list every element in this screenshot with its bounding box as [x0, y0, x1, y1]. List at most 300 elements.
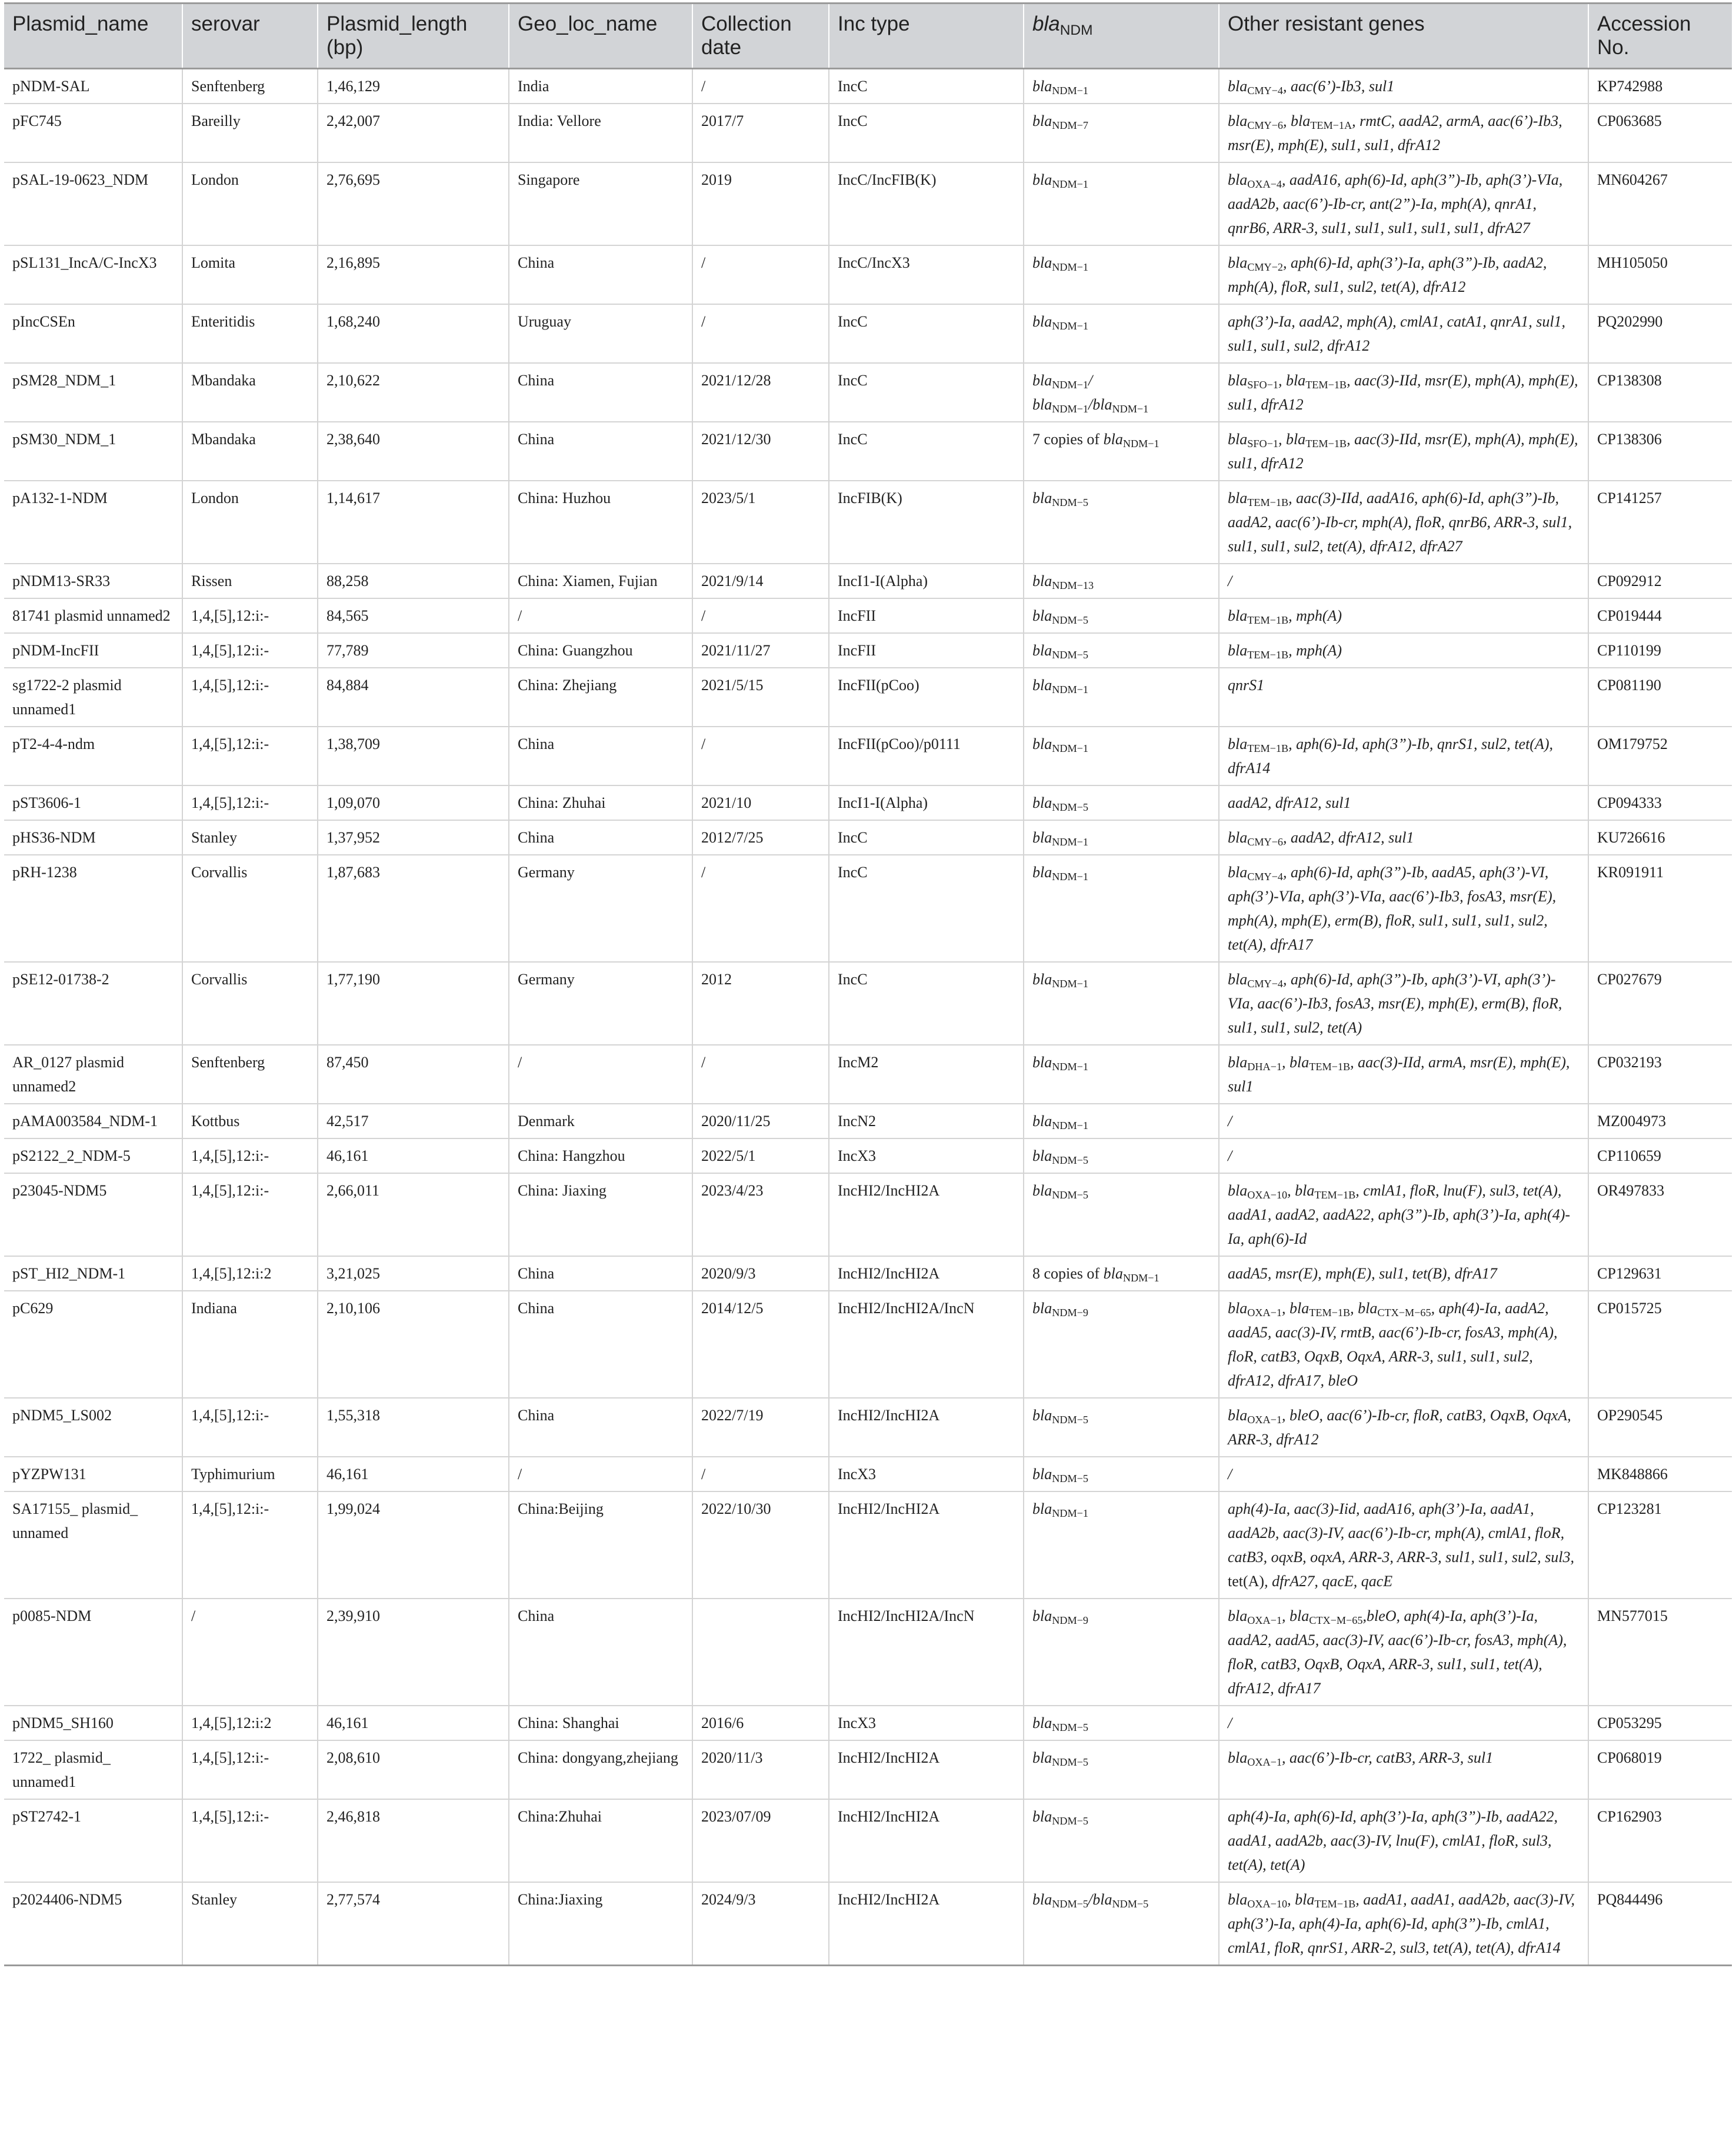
cell-accession: CP110199 — [1588, 633, 1732, 668]
cell-accession: CP141257 — [1588, 481, 1732, 564]
cell-geo-loc: China: Guangzhou — [509, 633, 692, 668]
cell-serovar: Kottbus — [182, 1104, 318, 1138]
cell-other-genes: bla$_{TEM-1B}$, mph(A) — [1219, 633, 1588, 668]
table-row — [4, 1138, 1732, 1173]
cell-other-genes: bla$_{TEM-1B}$, mph(A) — [1219, 598, 1588, 633]
cell-collection-date: 2020/9/3 — [692, 1256, 829, 1291]
cell-bla-ndm: bla$_{NDM-1}$ — [1024, 962, 1219, 1045]
cell-plasmid-name: SA17155_ plasmid_ unnamed — [4, 1491, 182, 1599]
cell-plasmid-length: 1,55,318 — [318, 1398, 509, 1457]
cell-other-genes: / — [1219, 1706, 1588, 1740]
cell-collection-date: 2021/12/28 — [692, 363, 829, 422]
cell-inc-type: IncI1-I(Alpha) — [829, 785, 1024, 820]
cell-plasmid-name: p0085-NDM — [4, 1599, 182, 1706]
cell-accession: KU726616 — [1588, 820, 1732, 855]
cell-accession: CP092912 — [1588, 564, 1732, 598]
cell-geo-loc: China: Zhejiang — [509, 668, 692, 727]
cell-collection-date: 2022/5/1 — [692, 1138, 829, 1173]
cell-geo-loc: Singapore — [509, 162, 692, 245]
cell-plasmid-name: pS2122_2_NDM-5 — [4, 1138, 182, 1173]
cell-serovar: Stanley — [182, 1882, 318, 1966]
cell-accession: OR497833 — [1588, 1173, 1732, 1256]
cell-plasmid-name: pNDM13-SR33 — [4, 564, 182, 598]
cell-plasmid-length: 87,450 — [318, 1045, 509, 1104]
cell-plasmid-name: pSL131_IncA/C-IncX3 — [4, 245, 182, 304]
cell-plasmid-name: pC629 — [4, 1291, 182, 1398]
cell-plasmid-length: 88,258 — [318, 564, 509, 598]
table-row — [4, 245, 1732, 304]
cell-inc-type: IncC — [829, 304, 1024, 363]
cell-accession: CP110659 — [1588, 1138, 1732, 1173]
cell-geo-loc: Uruguay — [509, 304, 692, 363]
cell-inc-type: IncHI2/IncHI2A — [829, 1740, 1024, 1799]
cell-other-genes: bla$_{CMY-4}$, aac(6’)-Ib3, sul1 — [1219, 69, 1588, 104]
cell-plasmid-name: pST2742-1 — [4, 1799, 182, 1882]
cell-serovar: 1,4,[5],12:i:2 — [182, 1706, 318, 1740]
cell-plasmid-length: 3,21,025 — [318, 1256, 509, 1291]
cell-bla-ndm: bla$_{NDM-5}$ — [1024, 1398, 1219, 1457]
cell-accession: CP027679 — [1588, 962, 1732, 1045]
cell-other-genes: bla$_{TEM-1B}$, aph(6)-Id, aph(3”)-Ib, qnrS1, sul2, tet(A), dfrA14 — [1219, 727, 1588, 785]
cell-other-genes: bla$_{CMY-6}$, aadA2, dfrA12, sul1 — [1219, 820, 1588, 855]
cell-plasmid-name: pHS36-NDM — [4, 820, 182, 855]
cell-inc-type: IncC — [829, 104, 1024, 162]
cell-serovar: London — [182, 481, 318, 564]
cell-inc-type: IncC/IncX3 — [829, 245, 1024, 304]
cell-plasmid-length: 46,161 — [318, 1706, 509, 1740]
cell-geo-loc: China — [509, 1398, 692, 1457]
cell-plasmid-length: 1,68,240 — [318, 304, 509, 363]
plasmid-table — [4, 2, 1732, 1966]
cell-bla-ndm: bla$_{NDM-5}$ — [1024, 1740, 1219, 1799]
cell-collection-date: 2020/11/3 — [692, 1740, 829, 1799]
cell-other-genes: bla$_{OXA-1}$, bleO, aac(6’)-Ib-cr, floR, catB3, OqxB, OqxA, ARR-3, dfrA12 — [1219, 1398, 1588, 1457]
cell-bla-ndm: bla$_{NDM-13}$ — [1024, 564, 1219, 598]
cell-plasmid-name: pIncCSEn — [4, 304, 182, 363]
cell-plasmid-length: 46,161 — [318, 1457, 509, 1491]
table-row — [4, 1398, 1732, 1457]
cell-bla-ndm: bla$_{NDM-1}$ — [1024, 1045, 1219, 1104]
cell-accession: MN577015 — [1588, 1599, 1732, 1706]
cell-other-genes: bla$_{OXA-1}$, bla$_{CTX-M-65}$,bleO, aph(4)-Ia, aph(3’)-Ia, aadA2, aadA5, aac(3)-IV, aac(6’)-Ib-cr, fosA3, mph(A), floR, catB3, OqxB, OqxA, ARR-3, sul1, sul1, tet(A), dfrA12, dfrA17 — [1219, 1599, 1588, 1706]
cell-inc-type: IncFII(pCoo) — [829, 668, 1024, 727]
cell-accession: CP129631 — [1588, 1256, 1732, 1291]
cell-bla-ndm: bla$_{NDM-5}$ — [1024, 1706, 1219, 1740]
cell-plasmid-name: pA132-1-NDM — [4, 481, 182, 564]
cell-serovar: 1,4,[5],12:i:- — [182, 727, 318, 785]
cell-collection-date — [692, 1599, 829, 1706]
cell-bla-ndm: bla$_{NDM-1}$ — [1024, 855, 1219, 962]
cell-bla-ndm: bla$_{NDM-5}$ — [1024, 481, 1219, 564]
table-row — [4, 564, 1732, 598]
cell-accession: KP742988 — [1588, 69, 1732, 104]
cell-geo-loc: India: Vellore — [509, 104, 692, 162]
cell-collection-date: 2017/7 — [692, 104, 829, 162]
cell-geo-loc: / — [509, 1457, 692, 1491]
col-collection-date: Collection date — [692, 4, 829, 69]
cell-bla-ndm: bla$_{NDM-5}$ — [1024, 633, 1219, 668]
cell-plasmid-length: 2,10,106 — [318, 1291, 509, 1398]
cell-other-genes: bla$_{CMY-4}$, aph(6)-Id, aph(3”)-Ib, aph(3’)-VI, aph(3’)-VIa, aac(6’)-Ib3, fosA3, msr(E), mph(E), erm(B), floR, sul1, sul1, sul2, tet(A) — [1219, 962, 1588, 1045]
cell-inc-type: IncC — [829, 363, 1024, 422]
cell-other-genes: / — [1219, 1104, 1588, 1138]
cell-plasmid-name: pNDM-IncFII — [4, 633, 182, 668]
cell-collection-date: 2020/11/25 — [692, 1104, 829, 1138]
cell-plasmid-length: 2,10,622 — [318, 363, 509, 422]
cell-inc-type: IncN2 — [829, 1104, 1024, 1138]
cell-accession: MH105050 — [1588, 245, 1732, 304]
cell-plasmid-length: 2,08,610 — [318, 1740, 509, 1799]
cell-accession: PQ202990 — [1588, 304, 1732, 363]
col-accession: Accession No. — [1588, 4, 1732, 69]
cell-serovar: Rissen — [182, 564, 318, 598]
cell-geo-loc: China — [509, 820, 692, 855]
cell-bla-ndm: bla$_{NDM-5}$/bla$_{NDM-5}$ — [1024, 1882, 1219, 1966]
cell-plasmid-length: 46,161 — [318, 1138, 509, 1173]
cell-other-genes: bla$_{CMY-2}$, aph(6)-Id, aph(3’)-Ia, aph(3”)-Ib, aadA2, mph(A), floR, sul1, sul2, tet(A), dfrA12 — [1219, 245, 1588, 304]
cell-plasmid-name: pYZPW131 — [4, 1457, 182, 1491]
cell-bla-ndm: 7 copies of bla$_{NDM-1}$ — [1024, 422, 1219, 481]
cell-collection-date: / — [692, 598, 829, 633]
cell-geo-loc: China: Xiamen, Fujian — [509, 564, 692, 598]
cell-serovar: Senftenberg — [182, 1045, 318, 1104]
cell-bla-ndm: bla$_{NDM-5}$ — [1024, 1799, 1219, 1882]
table-row — [4, 727, 1732, 785]
table-row — [4, 962, 1732, 1045]
cell-collection-date: / — [692, 855, 829, 962]
cell-serovar: Typhimurium — [182, 1457, 318, 1491]
cell-bla-ndm: bla$_{NDM-1}$ — [1024, 727, 1219, 785]
table-row — [4, 1599, 1732, 1706]
cell-serovar: 1,4,[5],12:i:- — [182, 1398, 318, 1457]
table-row — [4, 1291, 1732, 1398]
cell-collection-date: / — [692, 727, 829, 785]
cell-plasmid-length: 2,76,695 — [318, 162, 509, 245]
cell-geo-loc: China — [509, 422, 692, 481]
cell-plasmid-length: 2,66,011 — [318, 1173, 509, 1256]
cell-inc-type: IncHI2/IncHI2A — [829, 1491, 1024, 1599]
cell-accession: CP015725 — [1588, 1291, 1732, 1398]
cell-geo-loc: China: dongyang,zhejiang — [509, 1740, 692, 1799]
table-row — [4, 104, 1732, 162]
cell-inc-type: IncFII — [829, 598, 1024, 633]
table-row — [4, 1256, 1732, 1291]
cell-accession: CP138306 — [1588, 422, 1732, 481]
table-row — [4, 855, 1732, 962]
table-row — [4, 1882, 1732, 1966]
cell-accession: CP094333 — [1588, 785, 1732, 820]
cell-inc-type: IncHI2/IncHI2A — [829, 1398, 1024, 1457]
cell-collection-date: 2021/10 — [692, 785, 829, 820]
cell-collection-date: 2022/7/19 — [692, 1398, 829, 1457]
cell-plasmid-name: AR_0127 plasmid unnamed2 — [4, 1045, 182, 1104]
cell-collection-date: 2023/4/23 — [692, 1173, 829, 1256]
cell-plasmid-name: pST_HI2_NDM-1 — [4, 1256, 182, 1291]
cell-collection-date: 2022/10/30 — [692, 1491, 829, 1599]
cell-bla-ndm: bla$_{NDM-9}$ — [1024, 1599, 1219, 1706]
cell-bla-ndm: bla$_{NDM-5}$ — [1024, 1457, 1219, 1491]
cell-other-genes: aph(4)-Ia, aph(6)-Id, aph(3’)-Ia, aph(3”)-Ib, aadA22, aadA1, aadA2b, aac(3)-IV, lnu(F), cmlA1, floR, sul3, tet(A), tet(A) — [1219, 1799, 1588, 1882]
cell-inc-type: IncC — [829, 422, 1024, 481]
cell-serovar: 1,4,[5],12:i:- — [182, 1138, 318, 1173]
cell-plasmid-name: p2024406-NDM5 — [4, 1882, 182, 1966]
cell-plasmid-length: 77,789 — [318, 633, 509, 668]
cell-plasmid-name: pNDM-SAL — [4, 69, 182, 104]
cell-serovar: 1,4,[5],12:i:- — [182, 633, 318, 668]
cell-geo-loc: China: Huzhou — [509, 481, 692, 564]
cell-bla-ndm: bla$_{NDM-9}$ — [1024, 1291, 1219, 1398]
cell-inc-type: IncFIB(K) — [829, 481, 1024, 564]
cell-geo-loc: China — [509, 1256, 692, 1291]
cell-serovar: Mbandaka — [182, 422, 318, 481]
table-row — [4, 1457, 1732, 1491]
cell-inc-type: IncHI2/IncHI2A — [829, 1799, 1024, 1882]
cell-geo-loc: China — [509, 245, 692, 304]
cell-inc-type: IncC — [829, 69, 1024, 104]
cell-accession: CP053295 — [1588, 1706, 1732, 1740]
cell-other-genes: bla$_{SFO-1}$, bla$_{TEM-1B}$, aac(3)-IId, msr(E), mph(A), mph(E), sul1, dfrA12 — [1219, 363, 1588, 422]
col-geo-loc-name: Geo_loc_name — [509, 4, 692, 69]
cell-inc-type: IncFII(pCoo)/p0111 — [829, 727, 1024, 785]
cell-geo-loc: China — [509, 727, 692, 785]
cell-plasmid-length: 2,38,640 — [318, 422, 509, 481]
cell-serovar: 1,4,[5],12:i:- — [182, 668, 318, 727]
cell-other-genes: / — [1219, 1138, 1588, 1173]
cell-inc-type: IncHI2/IncHI2A — [829, 1882, 1024, 1966]
col-serovar: serovar — [182, 4, 318, 69]
cell-plasmid-name: pST3606-1 — [4, 785, 182, 820]
cell-collection-date: 2021/12/30 — [692, 422, 829, 481]
cell-accession: OP290545 — [1588, 1398, 1732, 1457]
cell-serovar: Corvallis — [182, 855, 318, 962]
cell-geo-loc: China — [509, 363, 692, 422]
cell-collection-date: 2012 — [692, 962, 829, 1045]
cell-geo-loc: / — [509, 598, 692, 633]
cell-serovar: 1,4,[5],12:i:- — [182, 598, 318, 633]
cell-serovar: 1,4,[5],12:i:- — [182, 1740, 318, 1799]
cell-collection-date: / — [692, 69, 829, 104]
cell-bla-ndm: bla$_{NDM-5}$ — [1024, 785, 1219, 820]
cell-bla-ndm: bla$_{NDM-7}$ — [1024, 104, 1219, 162]
cell-plasmid-name: p23045-NDM5 — [4, 1173, 182, 1256]
cell-geo-loc: China: Shanghai — [509, 1706, 692, 1740]
cell-plasmid-name: sg1722-2 plasmid unnamed1 — [4, 668, 182, 727]
cell-plasmid-name: pSM30_NDM_1 — [4, 422, 182, 481]
cell-plasmid-length: 1,37,952 — [318, 820, 509, 855]
table-row — [4, 820, 1732, 855]
cell-geo-loc: China — [509, 1599, 692, 1706]
cell-geo-loc: China: Jiaxing — [509, 1173, 692, 1256]
cell-plasmid-length: 2,46,818 — [318, 1799, 509, 1882]
cell-plasmid-length: 84,884 — [318, 668, 509, 727]
table-row — [4, 1104, 1732, 1138]
cell-bla-ndm: bla$_{NDM-1}$ — [1024, 820, 1219, 855]
cell-plasmid-name: pSE12-01738-2 — [4, 962, 182, 1045]
cell-serovar: Corvallis — [182, 962, 318, 1045]
cell-serovar: Stanley — [182, 820, 318, 855]
cell-other-genes: aph(3’)-Ia, aadA2, mph(A), cmlA1, catA1, qnrA1, sul1, sul1, sul1, sul2, dfrA12 — [1219, 304, 1588, 363]
col-other-genes: Other resistant genes — [1219, 4, 1588, 69]
cell-other-genes: bla$_{OXA-1}$, bla$_{TEM-1B}$, bla$_{CTX-M-65}$, aph(4)-Ia, aadA2, aadA5, aac(3)-IV, rmtB, aac(6’)-Ib-cr, fosA3, mph(A), floR, catB3, OqxB, OqxA, ARR-3, sul1, sul1, sul2, dfrA12, dfrA17, bleO — [1219, 1291, 1588, 1398]
cell-inc-type: IncI1-I(Alpha) — [829, 564, 1024, 598]
cell-serovar: London — [182, 162, 318, 245]
cell-other-genes: bla$_{CMY-4}$, aph(6)-Id, aph(3”)-Ib, aadA5, aph(3’)-VI, aph(3’)-VIa, aph(3’)-VIa, aac(6’)-Ib3, fosA3, msr(E), mph(A), mph(E), erm(B), floR, sul1, sul1, sul1, sul2, tet(A), dfrA17 — [1219, 855, 1588, 962]
cell-plasmid-name: 1722_ plasmid_ unnamed1 — [4, 1740, 182, 1799]
cell-plasmid-name: pNDM5_LS002 — [4, 1398, 182, 1457]
cell-accession: CP068019 — [1588, 1740, 1732, 1799]
cell-inc-type: IncHI2/IncHI2A — [829, 1173, 1024, 1256]
cell-bla-ndm: 8 copies of bla$_{NDM-1}$ — [1024, 1256, 1219, 1291]
cell-collection-date: 2012/7/25 — [692, 820, 829, 855]
cell-plasmid-length: 1,87,683 — [318, 855, 509, 962]
cell-serovar: Enteritidis — [182, 304, 318, 363]
cell-bla-ndm: bla$_{NDM-1}$ — [1024, 69, 1219, 104]
cell-accession: OM179752 — [1588, 727, 1732, 785]
cell-other-genes: bla$_{SFO-1}$, bla$_{TEM-1B}$, aac(3)-IId, msr(E), mph(A), mph(E), sul1, dfrA12 — [1219, 422, 1588, 481]
cell-serovar: 1,4,[5],12:i:- — [182, 1173, 318, 1256]
table-row — [4, 69, 1732, 104]
cell-geo-loc: China: Zhuhai — [509, 785, 692, 820]
cell-serovar: / — [182, 1599, 318, 1706]
cell-accession: CP123281 — [1588, 1491, 1732, 1599]
table-header — [4, 4, 1732, 69]
cell-bla-ndm: bla$_{NDM-1}$ — [1024, 304, 1219, 363]
col-plasmid-length: Plasmid_length (bp) — [318, 4, 509, 69]
cell-accession: MZ004973 — [1588, 1104, 1732, 1138]
cell-plasmid-name: pSAL-19-0623_NDM — [4, 162, 182, 245]
cell-bla-ndm: bla$_{NDM-5}$ — [1024, 1138, 1219, 1173]
cell-geo-loc: / — [509, 1045, 692, 1104]
cell-inc-type: IncHI2/IncHI2A/IncN — [829, 1599, 1024, 1706]
cell-geo-loc: Denmark — [509, 1104, 692, 1138]
cell-inc-type: IncC — [829, 820, 1024, 855]
cell-accession: CP162903 — [1588, 1799, 1732, 1882]
cell-serovar: 1,4,[5],12:i:- — [182, 1491, 318, 1599]
cell-geo-loc: India — [509, 69, 692, 104]
cell-collection-date: / — [692, 304, 829, 363]
cell-other-genes: / — [1219, 564, 1588, 598]
cell-collection-date: 2021/5/15 — [692, 668, 829, 727]
cell-bla-ndm: bla$_{NDM-1}$ — [1024, 162, 1219, 245]
cell-serovar: Indiana — [182, 1291, 318, 1398]
cell-serovar: Bareilly — [182, 104, 318, 162]
cell-geo-loc: China — [509, 1291, 692, 1398]
col-bla-ndm: bla$_{NDM}$ — [1024, 4, 1219, 69]
cell-accession: CP138308 — [1588, 363, 1732, 422]
cell-serovar: Senftenberg — [182, 69, 318, 104]
cell-inc-type: IncM2 — [829, 1045, 1024, 1104]
cell-other-genes: bla$_{OXA-10}$, bla$_{TEM-1B}$, aadA1, aadA1, aadA2b, aac(3)-IV, aph(3’)-Ia, aph(4)-Ia, aph(6)-Id, aph(3”)-Ib, cmlA1, cmlA1, floR, qnrS1, ARR-2, sul3, tet(A), tet(A), dfrA14 — [1219, 1882, 1588, 1966]
table-row — [4, 481, 1732, 564]
cell-bla-ndm: bla$_{NDM-1}$ — [1024, 1104, 1219, 1138]
table-row — [4, 1491, 1732, 1599]
col-plasmid-name: Plasmid_name — [4, 4, 182, 69]
cell-collection-date: 2021/9/14 — [692, 564, 829, 598]
cell-collection-date: 2021/11/27 — [692, 633, 829, 668]
cell-bla-ndm: bla$_{NDM-1}$ — [1024, 245, 1219, 304]
cell-other-genes: bla$_{CMY-6}$, bla$_{TEM-1A}$, rmtC, aadA2, armA, aac(6’)-Ib3, msr(E), mph(E), sul1, sul1, dfrA12 — [1219, 104, 1588, 162]
cell-collection-date: 2023/07/09 — [692, 1799, 829, 1882]
cell-accession: CP032193 — [1588, 1045, 1732, 1104]
cell-plasmid-length: 42,517 — [318, 1104, 509, 1138]
cell-other-genes: aadA5, msr(E), mph(E), sul1, tet(B), dfrA17 — [1219, 1256, 1588, 1291]
cell-plasmid-length: 1,46,129 — [318, 69, 509, 104]
cell-inc-type: IncX3 — [829, 1457, 1024, 1491]
cell-other-genes: bla$_{DHA-1}$, bla$_{TEM-1B}$, aac(3)-IId, armA, msr(E), mph(E), sul1 — [1219, 1045, 1588, 1104]
cell-inc-type: IncX3 — [829, 1138, 1024, 1173]
cell-plasmid-name: pSM28_NDM_1 — [4, 363, 182, 422]
cell-collection-date: 2024/9/3 — [692, 1882, 829, 1966]
table-row — [4, 1799, 1732, 1882]
cell-plasmid-length: 2,39,910 — [318, 1599, 509, 1706]
cell-accession: PQ844496 — [1588, 1882, 1732, 1966]
cell-inc-type: IncFII — [829, 633, 1024, 668]
cell-plasmid-name: pT2-4-4-ndm — [4, 727, 182, 785]
cell-plasmid-length: 2,16,895 — [318, 245, 509, 304]
cell-collection-date: / — [692, 1457, 829, 1491]
table-row — [4, 304, 1732, 363]
cell-plasmid-name: pAMA003584_NDM-1 — [4, 1104, 182, 1138]
cell-geo-loc: China:Beijing — [509, 1491, 692, 1599]
cell-plasmid-name: pRH-1238 — [4, 855, 182, 962]
cell-other-genes: / — [1219, 1457, 1588, 1491]
cell-other-genes: bla$_{TEM-1B}$, aac(3)-IId, aadA16, aph(6)-Id, aph(3”)-Ib, aadA2, aac(6’)-Ib-cr, mph(A), floR, qnrB6, ARR-3, sul1, sul1, sul1, sul2, tet(A), dfrA12, dfrA27 — [1219, 481, 1588, 564]
cell-inc-type: IncC — [829, 962, 1024, 1045]
cell-plasmid-length: 2,42,007 — [318, 104, 509, 162]
cell-serovar: 1,4,[5],12:i:- — [182, 785, 318, 820]
cell-bla-ndm: bla$_{NDM-1}$ — [1024, 668, 1219, 727]
cell-other-genes: bla$_{OXA-1}$, aac(6’)-Ib-cr, catB3, ARR-3, sul1 — [1219, 1740, 1588, 1799]
cell-other-genes: aadA2, dfrA12, sul1 — [1219, 785, 1588, 820]
cell-bla-ndm: bla$_{NDM-5}$ — [1024, 1173, 1219, 1256]
cell-serovar: Mbandaka — [182, 363, 318, 422]
cell-accession: KR091911 — [1588, 855, 1732, 962]
cell-serovar: Lomita — [182, 245, 318, 304]
table-row — [4, 1706, 1732, 1740]
cell-plasmid-length: 1,09,070 — [318, 785, 509, 820]
table-row — [4, 162, 1732, 245]
cell-serovar: 1,4,[5],12:i:- — [182, 1799, 318, 1882]
cell-plasmid-name: pFC745 — [4, 104, 182, 162]
col-inc-type: Inc type — [829, 4, 1024, 69]
cell-geo-loc: Germany — [509, 962, 692, 1045]
cell-collection-date: 2016/6 — [692, 1706, 829, 1740]
cell-collection-date: / — [692, 1045, 829, 1104]
cell-accession: CP081190 — [1588, 668, 1732, 727]
table-row — [4, 668, 1732, 727]
cell-accession: MN604267 — [1588, 162, 1732, 245]
table-row — [4, 633, 1732, 668]
cell-bla-ndm: bla$_{NDM-5}$ — [1024, 598, 1219, 633]
cell-plasmid-name: 81741 plasmid unnamed2 — [4, 598, 182, 633]
cell-other-genes: aph(4)-Ia, aac(3)-Iid, aadA16, aph(3’)-Ia, aadA1, aadA2b, aac(3)-IV, aac(6’)-Ib-cr, mph(A), cmlA1, floR, catB3, oqxB, oqxA, ARR-3, ARR-3, sul1, sul1, sul2, sul3, tet(A), dfrA27, qacE, qacE — [1219, 1491, 1588, 1599]
table-row — [4, 1740, 1732, 1799]
cell-serovar: 1,4,[5],12:i:2 — [182, 1256, 318, 1291]
cell-collection-date: 2014/12/5 — [692, 1291, 829, 1398]
cell-plasmid-length: 1,99,024 — [318, 1491, 509, 1599]
cell-inc-type: IncC — [829, 855, 1024, 962]
cell-plasmid-length: 1,38,709 — [318, 727, 509, 785]
table-row — [4, 785, 1732, 820]
cell-collection-date: 2019 — [692, 162, 829, 245]
table-row — [4, 422, 1732, 481]
cell-other-genes: qnrS1 — [1219, 668, 1588, 727]
cell-geo-loc: China: Hangzhou — [509, 1138, 692, 1173]
cell-bla-ndm: bla$_{NDM-1}$ — [1024, 1491, 1219, 1599]
cell-plasmid-length: 1,14,617 — [318, 481, 509, 564]
cell-collection-date: / — [692, 245, 829, 304]
cell-other-genes: bla$_{OXA-10}$, bla$_{TEM-1B}$, cmlA1, floR, lnu(F), sul3, tet(A), aadA1, aadA2, aadA22, aph(3”)-Ib, aph(3’)-Ia, aph(4)-Ia, aph(6)-Id — [1219, 1173, 1588, 1256]
